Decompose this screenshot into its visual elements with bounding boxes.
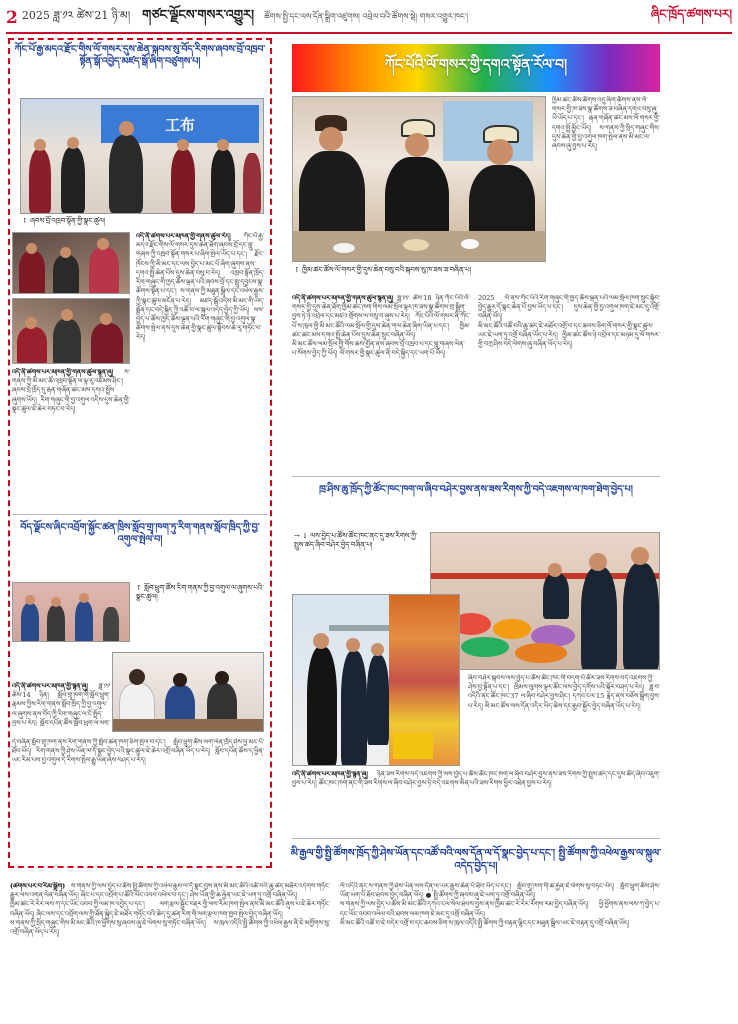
article1-photo-dance — [20, 98, 264, 214]
article4-body-left — [292, 770, 660, 816]
article4-body-right-text: ཞིབ་བཤེར་སྐབས་ལས་བྱེད་པ་ཚོས་ཚོང་ཁང་གི་བདག་པོ་ཚོར་ཟས་རིགས་བདེ་འཇགས་ཀྱི་ཤེས་བྱ་སྟོན་པ་དང་། ཁྲིམས་ལུགས་ལྟར་ཚོང་ལས་བྱེད་དགོས་པའི་སྐོར་བཤད་པ་རེད། ཟླ་བ་འདིའི་ནང་ཚོང་ཁང་37 ལ་ཞིབ་བཤེར་བྱས་ཤིང་། དཀའ་ངལ་15 རྙེད་ནས་བཅོས་སྒྲིག་བྱས་པ་རེད། མི་མང་ཚོས་ལས་དོན་འདིར་ཡིད་ཆེས་དང་རྒྱབ་སྐྱོར་བྱེད་བཞིན་ཡོད་པ་རེད། — [468, 674, 660, 710]
masthead — [6, 4, 732, 34]
masthead-subtitle: ཚོགས་སྤྱི་དང་ལས་དོན་སྒྲིག་འཛུགས། འབྲེལ་བའི་ཚོགས་སྡེ། གསར་འགྱུར་ཁང་། — [264, 11, 469, 21]
paper-title: གཙང་ལྗོངས་གསར་འགྱུར། — [142, 7, 255, 23]
article2-photo-classroom — [12, 582, 130, 642]
article1-left-lead: འདི་ནི་ཚགས་པར་མཁན་གྱི་གནས་ཚུལ་སྙན་ཞུ། — [12, 368, 114, 376]
article1-photo-caption: ↑ ཞབས་བྲོ་འཁྲབ་སྟོན་གྱི་སྣང་ཚུལ། — [22, 217, 106, 225]
article2-body-bottom — [12, 738, 264, 862]
article1-lead: འདི་ནི་ཚགས་པར་མཁན་གྱི་གནས་ཚུལ་རེད། — [136, 232, 231, 240]
article3-body-right3-text: མི་མང་ཚོའི་འཚོ་བའི་ཆུ་ཚད་ཇེ་མཐོར་འགྲོ་བ་དང་ཆབས་ཅིག་ལོ་གསར་གྱི་སྣང་ཚུལ་ཡང་ཇེ་ཡག་ཏུ་འགྲོ་བཞིན་ཡོད་པ་རེད། ཁྱིམ་ཚང་ཚོས་ཉེ་འབྲེལ་དང་མཉམ་དུ་ལོ་གསར་གྱི་བཀྲ་ཤིས་བདེ་ལེགས་ཞུ་བཞིན་ཡོད་པ་རེད། — [478, 321, 660, 349]
article2-photo-students — [112, 652, 264, 732]
article1-left-body — [12, 368, 130, 484]
article1-photo-crowd-top — [12, 232, 130, 294]
article3-banner-text: ཀོང་པོའི་ལོ་གསར་གྱི་དགའ་སྟོན་རོལ་བ། — [384, 57, 568, 73]
article4-lead: འདི་ནི་ཚགས་པར་མཁན་གྱི་སྙན་ཞུ། — [292, 770, 368, 778]
article5-col2-p1: ལོ་འདིའི་ནང་ས་གནས་ཀྱི་ཤེས་ཡོན་ལས་དོན་ལ་ཡར་རྒྱས་ཆེན་པོ་ཐོབ་ཡོད་པ་དང་། སློབ་གྲྭ་ཁག་གི་ཆ་རྐྱེན་ཇེ་ལེགས་སུ་བཏང་ཡོད། སློབ་ཕྲུག་ཚོས་ཤེས་ཡོན་ཡག་པོ་ཐོབ་ཐབས་བྱེད་བཞིན་ཡོད། ● སྤྱི་ཚོགས་ཀྱི་ཞབས་ཞུ་ཇེ་ཡག་ཏུ་འགྲོ་བཞིན་ཡོད། — [340, 882, 660, 900]
article5-col1-p1: ས་གནས་ཀྱི་ལས་བྱེད་པ་ཚོས་སྤྱི་ཚོགས་ཀྱི་འཕེལ་རྒྱས་ལ་དོ་སྣང་བྱས་ནས་མི་མང་ཚོའི་འཚོ་བའི་ཆུ་ཚད་མཐོར་འདེགས་གཏོང་རྒྱུར་ལས་འགན་ལེན་བཞིན་ཡོད། ཞིང་པ་དང་འབྲོག་པ་ཚོའི་ཡོང་འབབ་འཕེལ་བ་དང་། ཤེས་ཡོན་གྱི་ཆ་རྐྱེན་ཡང་ཇེ་ཡག་ཏུ་འགྲོ་བཞིན་ཡོད། — [10, 882, 330, 900]
article3-body-left-text: ཉིན་ཀོང་པོའི་ལོ་གསར་གྱི་དུས་ཆེན་ཐོག་ཁྱིམ་ཚང་ཁག་གིས་ལམ་སྲོལ་ལྟར་ཁ་ཟས་སྣ་ཚོགས་གྲ་སྒྲིག་བྱས་ཏེ་ཉེ་འབྲེལ་དང་མཛའ་གྲོགས་ལ་བསུ་བ་ཞུས་པ་རེད། ཀོང་པོའི་ལོ་གསར་ནི་ཀོང་པོ་ས་ཁུལ་གྱི་མི་མང་ཚོའི་ལམ་སྲོལ་གྱི་དུས་ཆེན་གལ་ཆེན་ཞིག་ཡིན་པ་དང་། ཁྱིམ་ཚང་ཚང་མས་དགའ་སྤྲོ་ཆེན་པོས་དུས་ཆེན་སྲུང་བཞིན་ཡོད། — [292, 294, 470, 339]
article1-headline: ཀོང་པོ་རྒྱ་མདའ་རྫོང་གིས་ལོ་གསར་དུས་ཆེན་སྐབས་སུ་བོད་རིགས་ཞབས་བྲོ་འཁྲབ་སྟོན་སྒོ་འབྱེད་མཛད་སྒོ་ཞིག་བཙུགས་པ། — [14, 44, 266, 67]
issue-date: 2025 ཟླ་༡༢ ཚེས་21 ཉི་མ། — [21, 8, 131, 22]
article4-photo-aisle — [292, 594, 460, 766]
article5-col1-p2: ཁྱིམ་ཚང་རེ་རེར་ལས་ཀ་དང་ཡོང་འབབ་ཀྱི་ལམ་ཁ་འབྱེད་པ་དང་། ལག་རྩལ་སྦྱོང་བརྡར་གྱི་ལས་རིམ་ཁག་སྤེལ་ནས་མི་མང་ཚོའི་ནུས་པ་ཇེ་ཆེར་གཏོང་བཞིན་ཡོད། ཞིང་ལས་དང་འབྲོག་ལས་ཀྱི་ཐོན་སྐྱེད་ཇེ་མཐོར་གཏོང་བའི་ཆེད་དུ་ཚན་རིག་གི་ལག་རྩལ་ཁག་ཁྱབ་སྤེལ་བྱེད་བཞིན་ཡོད། — [10, 900, 330, 918]
article2-photo-caption: ↑ སློབ་ཕྲུག་ཚོས་རིག་གནས་ཀྱི་བྱ་འགུལ་ལ་ཞུགས་པའི་སྣང་ཚུལ། — [136, 584, 264, 602]
article3-banner — [292, 44, 660, 92]
article5-byline: (ཚགས་པར་བ་རིམ་སྒྲིག) — [10, 882, 66, 890]
page-section: ཞིང་ཁྲོད་ཚགས་པར། — [650, 7, 732, 21]
article2-headline: བོད་ལྗོངས་ཞིང་འབྲོག་སྐྱོང་ཚན་ཁྲིས་སློབ་གྲྭ་ཁག་ཏུ་རིག་གནས་སློབ་ཁྲིད་ཀྱི་བྱ་འགུལ་སྤེལ་བ། — [20, 522, 260, 545]
article3-body-left — [292, 294, 470, 464]
article1-left-body-text: ས་གནས་ཀྱི་མི་མང་ཚོ་འཁྲབ་སྟོན་ལ་ལྟ་རུ་འཛོམས་ཤིང་། ཞབས་བྲོ་ཁྲོད་དུ་རྒན་གཞོན་ཚང་མས་དགའ་སྤྲོས་ཞུགས་ཡོད། རིག་གཞུང་གི་བྱ་འགུལ་འདིས་དུས་ཆེན་གྱི་སྣང་ཚུལ་ཇེ་ཆེར་བཏང་བ་རེད། — [12, 368, 130, 413]
article1-body-text: ཀོང་པོ་རྒྱ་མདའ་རྫོང་གིས་ལོ་གསར་དུས་ཆེན་ཐོག་ཞབས་བྲོ་དང་གླུ་གཞས་ཀྱི་འཁྲབ་སྟོན་གསར་པ་ཞིག་སྤེལ་ཡོད་པ་དང་། རྫོང་ཁོངས་ཀྱི་མི་མང་དང་ལས་བྱེད་པ་མང་པོ་ཞིག་ཞུགས་ནས་དགའ་སྤྲོ་ཆེན་པོས་དུས་ཆེན་བསུ་བ་རེད། འཁྲབ་སྟོན་ཁྲོད་རིག་གཞུང་གི་ཁྱད་ཆོས་ལྡན་པའི་ཞབས་བྲོ་དང་གླུ་དབྱངས་སྣ་ཚོགས་སྟོན་པ་དང་། ས་གནས་ཀྱི་མཐུན་སྒྲིལ་དང་འཕེལ་རྒྱས་ཀྱི་སྣང་ཚུལ་མངོན་པ་རེད། མཛད་སྒོ་འདིས་མི་མང་གི་ཡིད་སྨོན་དང་བདེ་སྐྱིད་ཀྱི་འཚོ་བ་ལ་སྐུལ་འདེད་བྱེད་ཀྱི་ཡོད། ལས་བྱེད་པ་ཚོས་ཁྱད་ཆོས་ལྡན་པའི་རིག་གཞུང་གི་བྱ་འགུལ་སྣ་ཚོགས་སྤེལ་ནས་དུས་ཆེན་གྱི་སྣང་ཚུལ་སྟོབས་ཆེ་རུ་གཏོང་བ་རེད། — [136, 232, 264, 342]
article3-body-right-top — [552, 96, 660, 292]
article3-lead: འདི་ནི་ཚགས་པར་མཁན་གྱི་གནས་ཚུལ་སྙན་ཞུ། — [292, 294, 394, 302]
article2-lead: འདི་ནི་ཚགས་པར་མཁན་གྱི་སྙན་ཞུ། — [12, 682, 88, 690]
article4-body-left-text: ཉིན་ཟས་རིགས་བདེ་འཇགས་ཀྱི་ལས་བྱེད་པ་ཚོས་ཚོང་ཁང་ཁག་ལ་ཞིབ་བཤེར་བྱས་ནས་ཟས་རིགས་ཀྱི་སྤུས་ཚད་དང་དུས་ཚོད་ཞིབ་འཇུག་བྱས་པ་རེད། ཚོང་ཁང་ཁག་ནང་གི་ཟས་རིགས་ལ་ཞིབ་བཤེར་བྱས་ཏེ་བདེ་འཇགས་མིན་པའི་ཟས་རིགས་ཕྱིར་འཐེན་བྱས་པ་རེད། — [292, 770, 660, 788]
article2-body — [12, 682, 110, 726]
article3-year: 2025 — [478, 294, 495, 302]
page-number: 2 — [6, 8, 18, 28]
article3-photo-family-meal — [292, 96, 546, 262]
article1-body — [136, 232, 264, 484]
left-divider — [12, 514, 268, 515]
article3-body-right-bottom — [478, 294, 660, 464]
article5-headline: མི་རྒྱལ་གྱི་སྤྱི་ཚོགས་ཁྲོད་ཀྱི་ཤེས་ཡོན་དང་འཚོ་བའི་ལས་དོན་ལ་དོ་སྣང་བྱེད་པ་དང་། སྤྱི་ཚོགས་ཀྱི་འཕེལ་རྒྱས་ལ་སྐུལ་འདེད་བྱེད་པ། — [290, 848, 662, 872]
article1-photo-crowd-bottom — [12, 298, 130, 364]
article5-col1-p3: ས་གནས་ཀྱི་སྲིད་གཞུང་གིས་མི་མང་ཚོའི་ཁ་ཕྱོགས་སུ་ཞབས་ཞུ་ཇེ་ལེགས་སུ་གཏོང་བཞིན་ཡོད། ས་ཁུལ་འདིའི་སྤྱི་ཚོགས་ཀྱི་འཕེལ་རྒྱས་ནི་ཇེ་མགྱོགས་སུ་འགྲོ་བཞིན་ཡོད་པ་རེད། — [10, 918, 330, 937]
article4-body-right — [468, 674, 660, 766]
article4-headline: ཁྲ་ཤིས་ཆུ་ཁྲོད་ཀྱི་ཚོང་ཁང་ཁག་ལ་ཞིབ་བཤེར་བྱས་ནས་ཟས་རིགས་ཀྱི་བདེ་འཇགས་ལ་ཁག་ཐེག་བྱེད་པ། — [319, 484, 633, 495]
article4-photo-caption: → ↓ ལས་བྱེད་པ་ཚོས་ཚོང་ཁང་ནང་དུ་ཟས་རིགས་ཀྱི་སྤུས་ཚད་ཞིབ་བཤེར་བྱེད་བཞིན་པ། — [294, 532, 418, 550]
event-banner-text: 工布 — [164, 115, 195, 134]
article2-body2-text: དེ་བཞིན་སློབ་གྲྭ་ཁག་ནས་རིག་གནས་ཀྱི་སློབ་ཚན་ཁག་ཅིག་སྤེལ་བ་དང་། སློབ་ཕྲུག་ཚོས་ལག་ལེན་ཁྲོད་ཤེས་བྱ་མང་པོ་ཐོབ་ཡོད། རིག་གནས་ཀྱི་ཤེས་ཡོན་ལ་དོ་སྣང་བྱེད་པའི་སྣང་ཚུལ་ཇེ་ཆེར་འགྲོ་བཞིན་ཡོད་པ་རེད། སློབ་དཔོན་ཚོས་ད་ཕྱིན་ཡང་རིམ་པས་བྱ་འགུལ་དེ་རིགས་སྤེལ་རྒྱུ་ཡིན་ཞེས་བཤད་པ་རེད། — [12, 738, 264, 765]
article2-body-text: ཟླ་༡༡ ཚེས་14 ཉིན། སློབ་གྲྭ་ཁག་གི་སློབ་ཕྲུག་རྣམས་ཀྱིས་རིག་གནས་སློབ་ཁྲིད་ཀྱི་བྱ་འགུལ་ལ་ཞུགས་ནས་བོད་ཀྱི་རིག་གཞུང་ལ་ངོ་སྤྲོད་བྱས་པ་རེད། སློབ་དཔོན་ཚོས་སློབ་ཕྲུག་ལ་ལག་ — [12, 682, 110, 726]
article5-col2 — [340, 882, 660, 1016]
article5-col2-p3: མི་མང་ཚོའི་འཚོ་བ་ཇེ་བདེར་འགྲོ་བ་དང་ཆབས་ཅིག་ས་ཁུལ་འདིའི་སྤྱི་ཚོགས་ཀྱི་བརྟན་ལྷིང་དང་མཐུན་སྒྲིལ་ཡང་ཇེ་བརྟན་དུ་འགྲོ་བཞིན་ཡོད། — [340, 918, 630, 927]
right-divider-1 — [292, 476, 660, 477]
right-divider-2 — [292, 838, 660, 839]
article3-body-right-text: ཁྱིམ་ཚང་ཚོས་ཚོགས་འདུ་ཞིག་ཚོགས་ནས་ལོ་གསར་གྱི་ཁ་ཟས་སྣ་ཚོགས་ཟ་བཞིན་དགའ་བསུ་ཞུ་ཡི་ཡོད་པ་དང་། རྒན་གཞོན་ཚང་མས་ལོ་གསར་གྱི་དགའ་སྤྲོ་མྱོང་ཡོད། ས་གནས་ཀྱི་སྲིད་གཞུང་གིས་དུས་ཆེན་གྱི་བྱ་འགུལ་ཁག་སྤེལ་ནས་མི་མང་ལ་ཞབས་ཞུ་བྱས་པ་རེད། — [552, 96, 660, 151]
article5-col2-p2: ས་གནས་ཀྱི་ལས་བྱེད་པ་ཚོས་མི་མང་ཚོའི་དཀའ་ངལ་སེལ་ཐབས་བྱས་ནས་ཁྱིམ་ཚང་རེ་རེར་རོགས་རམ་བྱེད་བཞིན་ཡོད། ཕྱི་ཕྱོགས་ནས་ལས་ཀ་བྱེད་པ་དང་ཡོང་འབབ་འཕེལ་བའི་ཐབས་ལམ་ཁག་ཇེ་མང་དུ་འགྲོ་བཞིན་ཡོད། — [340, 900, 660, 918]
article4-photo-fruit-section — [430, 532, 660, 670]
article3-photo-caption: ↑ ཁྱིམ་ཚང་ཚོས་ལོ་གསར་གྱི་དུས་ཆེན་བསུ་བའི་སྐབས་སུ་ཁ་ཟས་ཟ་བཞིན་པ། — [294, 266, 472, 274]
article3-body-right2-text: ལོ་ནས་ཀོང་པོའི་རིག་གཞུང་གི་ཁྱད་ཆོས་ལྡན་པའི་ལམ་སྲོལ་ཁག་སྲུང་སྐྱོབ་བྱེད་རྒྱུར་དོ་སྣང་ཆེན་པོ་བྱས་ཡོད་པ་དང་། དུས་ཆེན་གྱི་བྱ་འགུལ་ཁག་ཇེ་མང་དུ་འགྲོ་བཞིན་ཡོད། — [478, 294, 660, 321]
article5-col1 — [10, 882, 330, 1016]
article3-date: ཟླ་༡༡ ཚེས་18 — [397, 294, 432, 302]
article3-body-left2-text: མི་མང་ཚོས་ལམ་སྲོལ་གྱི་གོས་ཆས་གྱོན་ནས་ཞབས་བྲོ་འཁྲབ་པ་དང་གླུ་གཞས་ལེན་པ་སོགས་བྱེད་ཀྱི་ཡོད། ལོ་གསར་གྱི་སྣང་ཚུལ་ནི་བདེ་སྐྱིད་དང་ཡག་པོ་ཡོད། — [292, 340, 465, 358]
